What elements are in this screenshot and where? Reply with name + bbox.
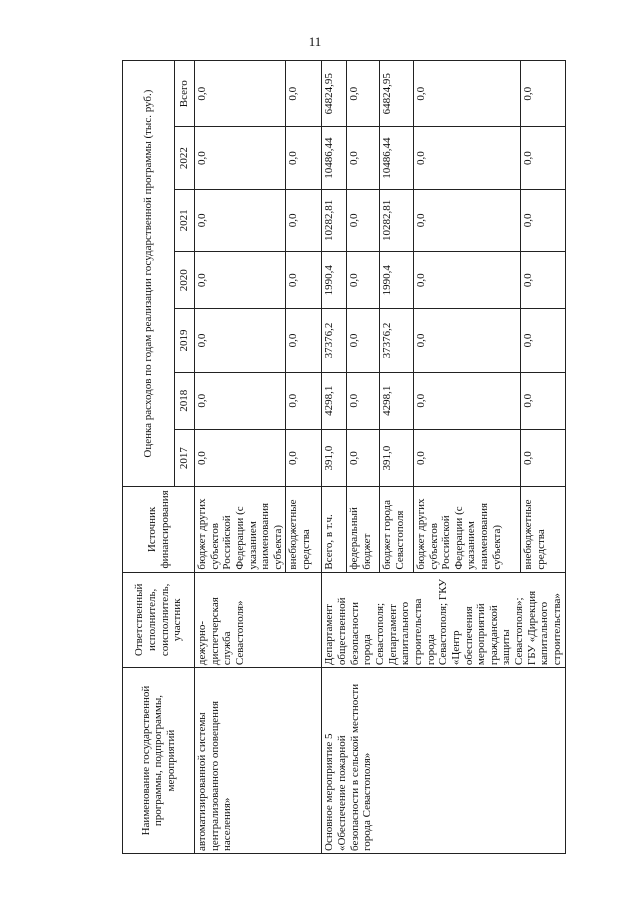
value-cell: 0,0 bbox=[413, 127, 520, 189]
value-cell: 0,0 bbox=[195, 127, 286, 189]
header-executor: Ответственный исполнитель, соисполнитель, участник bbox=[123, 572, 195, 667]
value-cell: 0,0 bbox=[413, 429, 520, 486]
table-row bbox=[195, 61, 286, 854]
value-cell: 10282,81 bbox=[322, 189, 347, 251]
value-cell: 0,0 bbox=[195, 189, 286, 251]
header-source: Источник финансирования bbox=[123, 487, 195, 572]
value-cell: 0,0 bbox=[286, 61, 322, 127]
page-number: 11 bbox=[308, 34, 322, 49]
value-cell: 0,0 bbox=[347, 429, 380, 486]
header-year: 2017 bbox=[175, 429, 195, 486]
value-cell: 0,0 bbox=[413, 372, 520, 429]
value-cell: 0,0 bbox=[521, 429, 566, 486]
value-cell: 391,0 bbox=[380, 429, 413, 486]
value-cell: 0,0 bbox=[521, 372, 566, 429]
header-total: Всего bbox=[175, 61, 195, 127]
value-cell: 1990,4 bbox=[380, 252, 413, 309]
value-cell: 1990,4 bbox=[322, 252, 347, 309]
value-cell: 0,0 bbox=[195, 372, 286, 429]
expenditure-table bbox=[122, 60, 566, 854]
value-cell: 0,0 bbox=[286, 372, 322, 429]
executor-cell: дежурно-диспетчерская служба Севастополя» bbox=[195, 572, 322, 667]
source-cell: бюджет других субъектов Российской Федерации (с указанием наименования субъекта) bbox=[195, 487, 286, 572]
program-name-cell: Основное мероприятие 5 «Обеспечение пожарной безопасности в сельской местности города Севастополя» bbox=[322, 668, 565, 854]
source-cell: бюджет других субъектов Российской Федерации (с указанием наименования субъекта) bbox=[413, 487, 520, 572]
value-cell: 0,0 bbox=[521, 127, 566, 189]
value-cell: 0,0 bbox=[195, 309, 286, 372]
value-cell: 0,0 bbox=[347, 61, 380, 127]
header-estimate: Оценка расходов по годам реализации государственной программы (тыс. руб.) bbox=[123, 61, 175, 487]
table-row bbox=[322, 61, 347, 854]
value-cell: 0,0 bbox=[286, 189, 322, 251]
value-cell: 0,0 bbox=[195, 252, 286, 309]
header-year: 2019 bbox=[175, 309, 195, 372]
value-cell: 0,0 bbox=[195, 61, 286, 127]
value-cell: 4298,1 bbox=[380, 372, 413, 429]
source-cell: федеральный бюджет bbox=[347, 487, 380, 572]
header-row bbox=[123, 61, 175, 854]
value-cell: 0,0 bbox=[347, 189, 380, 251]
value-cell: 0,0 bbox=[347, 309, 380, 372]
value-cell: 10486,44 bbox=[380, 127, 413, 189]
executor-cell: Департамент общественной безопасности города Севастополя; Департамент капитального строительства города Севастополя; ГКУ «Центр обеспечения мероприятий гражданской защиты Севастополя»; ГБУ «Дирекция капитального строительства» bbox=[322, 572, 565, 667]
value-cell: 0,0 bbox=[286, 252, 322, 309]
header-name: Наименование государственной программы, подпрограммы, мероприятий bbox=[123, 668, 195, 854]
value-cell: 10486,44 bbox=[322, 127, 347, 189]
value-cell: 0,0 bbox=[347, 372, 380, 429]
value-cell: 0,0 bbox=[413, 189, 520, 251]
value-cell: 0,0 bbox=[195, 429, 286, 486]
value-cell: 0,0 bbox=[286, 429, 322, 486]
header-year: 2021 bbox=[175, 189, 195, 251]
header-year: 2018 bbox=[175, 372, 195, 429]
value-cell: 4298,1 bbox=[322, 372, 347, 429]
value-cell: 391,0 bbox=[322, 429, 347, 486]
value-cell: 37376,2 bbox=[380, 309, 413, 372]
value-cell: 0,0 bbox=[413, 309, 520, 372]
value-cell: 0,0 bbox=[347, 252, 380, 309]
value-cell: 0,0 bbox=[521, 252, 566, 309]
value-cell: 0,0 bbox=[521, 189, 566, 251]
source-cell: бюджет города Севастополя bbox=[380, 487, 413, 572]
value-cell: 0,0 bbox=[347, 127, 380, 189]
value-cell: 0,0 bbox=[286, 127, 322, 189]
value-cell: 0,0 bbox=[521, 61, 566, 127]
value-cell: 64824,95 bbox=[380, 61, 413, 127]
source-cell: внебюджетные средства bbox=[286, 487, 322, 572]
program-name-cell: автоматизированной системы централизованного оповещения населения» bbox=[195, 668, 322, 854]
header-year: 2022 bbox=[175, 127, 195, 189]
value-cell: 10282,81 bbox=[380, 189, 413, 251]
source-cell: внебюджетные средства bbox=[521, 487, 566, 572]
value-cell: 0,0 bbox=[286, 309, 322, 372]
value-cell: 64824,95 bbox=[322, 61, 347, 127]
value-cell: 37376,2 bbox=[322, 309, 347, 372]
value-cell: 0,0 bbox=[521, 309, 566, 372]
landscape-table-wrapper bbox=[122, 60, 564, 854]
table-frame bbox=[122, 60, 564, 854]
source-cell: Всего, в т.ч. bbox=[322, 487, 347, 572]
header-year: 2020 bbox=[175, 252, 195, 309]
value-cell: 0,0 bbox=[413, 61, 520, 127]
value-cell: 0,0 bbox=[413, 252, 520, 309]
